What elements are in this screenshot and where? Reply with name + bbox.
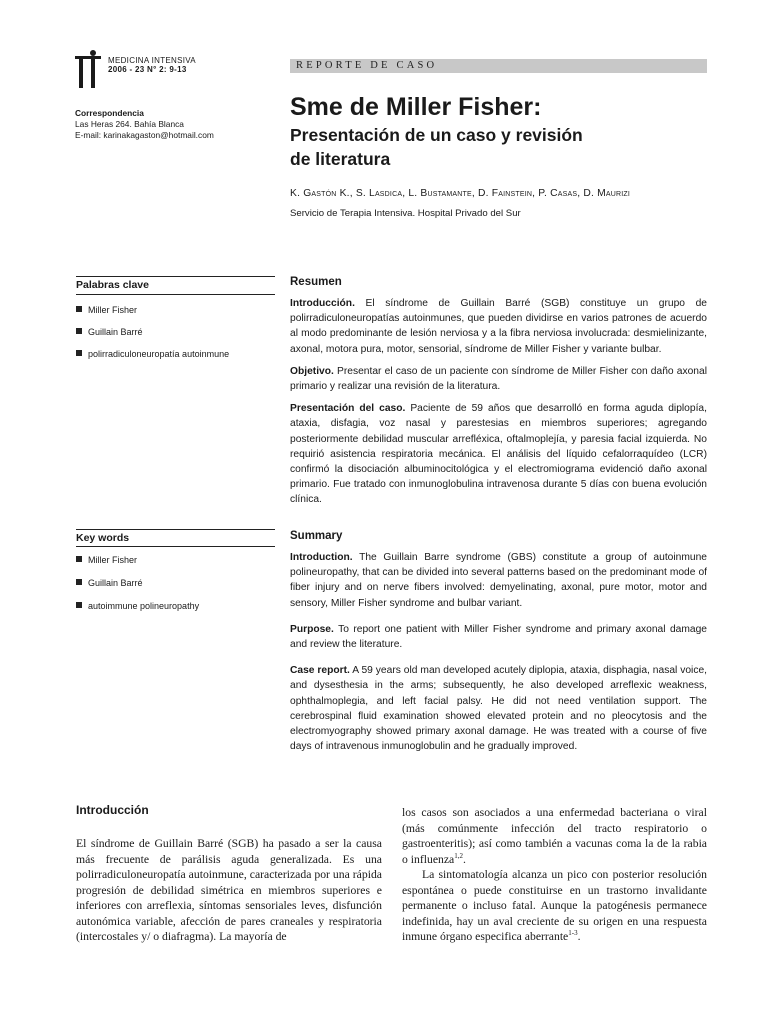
summary-case: Case report. A 59 years old man developed acutely diplopia, ataxia, disphagia, nasal voice, and dysesthesia in the arms; subsequently, he also developed arreflexic weakness, ophthalmoplegia, and left facial palsy. He did not need ventilation support. The cerebrospinal fluid examination showed elevated protein and no pleocytosis and the electromyography showed primary axonal damage. He was treated with a course of five days of intravenous inmunoglobulin and he gradually improved. bbox=[290, 665, 707, 753]
journal-logo bbox=[75, 50, 101, 88]
reference-marker: 1,2 bbox=[454, 851, 463, 860]
correspondence-heading: Correspondencia bbox=[75, 108, 144, 118]
keyword-en-item: Guillain Barré bbox=[76, 578, 275, 589]
keyword-es-item: polirradiculoneuropatía autoinmune bbox=[76, 349, 275, 360]
keywords-es-heading: Palabras clave bbox=[76, 279, 149, 291]
keyword-en-item: Miller Fisher bbox=[76, 555, 275, 566]
resumen-intro: Introducción. El síndrome de Guillain Barré (SGB) constituye un grupo de polirradiculoneuropatías autoinmunes, que pueden dividirse en varios patrones de acuerdo al modo predominante de lesión nerviosa y a la fibra nerviosa involucrada: desmielinizante, axonal, motora pura, motor, sensorial, síndrome de Miller Fisher y variante bulbar. bbox=[290, 298, 707, 355]
bullet-square-icon bbox=[76, 579, 82, 585]
keyword-es-item: Miller Fisher bbox=[76, 305, 275, 316]
subtitle-line-1: Presentación de un caso y revisión bbox=[290, 125, 583, 145]
body-paragraph: La sintomatología alcanza un pico con posterior resolución espontánea o puede constituirse en un trastorno invalidante permanente o incluso fatal. Aunque la patogénesis permanece indefinida, hay un aval creciente de su origen en una respuesta inmune órgano especifica aberrante$^{1-3}$. bbox=[402, 868, 707, 943]
journal-issue: 2006 - 23 N° 2: 9-13 bbox=[108, 65, 187, 74]
resumen-case: Presentación del caso. Paciente de 59 años que desarrolló en forma aguda diplopía, ataxia, disfagia, voz nasal y parestesias en miembros superiores; agregando posteriormente debilidad muscular arrefléxica, oftalmoplejía, y paresia facial izquierda. No requirió asistencia respiratoria mecánica. El análisis del líquido cefalorraquídeo (LCR) confirmó la disociación albuminocitológica y el electromiograma evidenció daño axonal primario. Fue tratado con inmunoglobulina intravenosa durante 5 días con buena evolución clínica. bbox=[290, 403, 707, 506]
article-subtitle bbox=[290, 123, 690, 171]
article-title: Sme de Miller Fisher: bbox=[290, 93, 542, 121]
section-label: REPORTE DE CASO bbox=[290, 59, 707, 73]
correspondence-address: Las Heras 264. Bahía Blanca bbox=[75, 119, 184, 129]
subtitle-line-2: de literatura bbox=[290, 149, 391, 169]
body-column-2 bbox=[402, 805, 707, 945]
keywords-en-heading: Key words bbox=[76, 532, 130, 544]
keywords-en-bottom-rule bbox=[76, 546, 275, 547]
keyword-en-item: autoimmune polineuropathy bbox=[76, 601, 275, 612]
bullet-square-icon bbox=[76, 556, 82, 562]
keyword-es-item: Guillain Barré bbox=[76, 327, 275, 338]
keywords-es-top-rule bbox=[76, 276, 275, 277]
resumen-body bbox=[290, 296, 707, 515]
journal-name: MEDICINA INTENSIVA bbox=[108, 56, 196, 65]
correspondence-email: E-mail: karinakagaston@hotmail.com bbox=[75, 130, 214, 140]
summary-heading: Summary bbox=[290, 530, 343, 542]
body-paragraph: los casos son asociados a una enfermedad bacteriana o viral (más comúnmente infección del tracto respiratorio o gastroenteritis); así como también a vacunas coma la de la rabia o influenza$^{1,2}$. bbox=[402, 806, 707, 866]
introduccion-heading: Introducción bbox=[76, 803, 149, 817]
body-column-1 bbox=[76, 836, 382, 945]
resumen-objective: Objetivo. Presentar el caso de un paciente con síndrome de Miller Fisher con daño axonal primario y realizar una revisión de la literatura. bbox=[290, 365, 707, 393]
bullet-square-icon bbox=[76, 602, 82, 608]
bullet-square-icon bbox=[76, 328, 82, 334]
reference-marker: 1-3 bbox=[568, 929, 578, 938]
journal-info bbox=[108, 56, 196, 74]
keywords-es-bottom-rule bbox=[76, 294, 275, 295]
body-paragraph: El síndrome de Guillain Barré (SGB) ha pasado a ser la causa más frecuente de parálisis aguda generalizada. Es una polirradiculoneuropatía autoinmune, caracterizada por una rápida progresión de debilidad simétrica en miembros superiores e inferiores con arreflexia, síntomas sensoriales leves, disfunción autonómica variable, afección de pares craneales y respiratoria (intercostales y/ o diafragma). La mayoría de bbox=[76, 837, 382, 943]
summary-intro: Introduction. The Guillain Barre syndrome (GBS) constitute a group of autoinmune polineuropathy, that can be divided into several patterns based on the predominant mode of fiber injury and on nerve fibers involved: demyelinating, axonal, pure motor, motor and sensory, Miller Fisher syndrome and bulbar variant. bbox=[290, 552, 708, 609]
summary-purpose: Purpose. To report one patient with Miller Fisher syndrome and primary axonal damage and review the literature. bbox=[290, 623, 707, 651]
summary-body bbox=[290, 550, 707, 761]
authors: K. Gastón K., S. Lasdica, L. Bustamante, D. Fainstein, P. Casas, D. Maurizi bbox=[290, 188, 631, 199]
correspondence bbox=[75, 108, 214, 141]
resumen-heading: Resumen bbox=[290, 276, 342, 288]
keywords-en-top-rule bbox=[76, 529, 275, 530]
affiliation: Servicio de Terapia Intensiva. Hospital Privado del Sur bbox=[290, 208, 521, 219]
bullet-square-icon bbox=[76, 350, 82, 356]
bullet-square-icon bbox=[76, 306, 82, 312]
